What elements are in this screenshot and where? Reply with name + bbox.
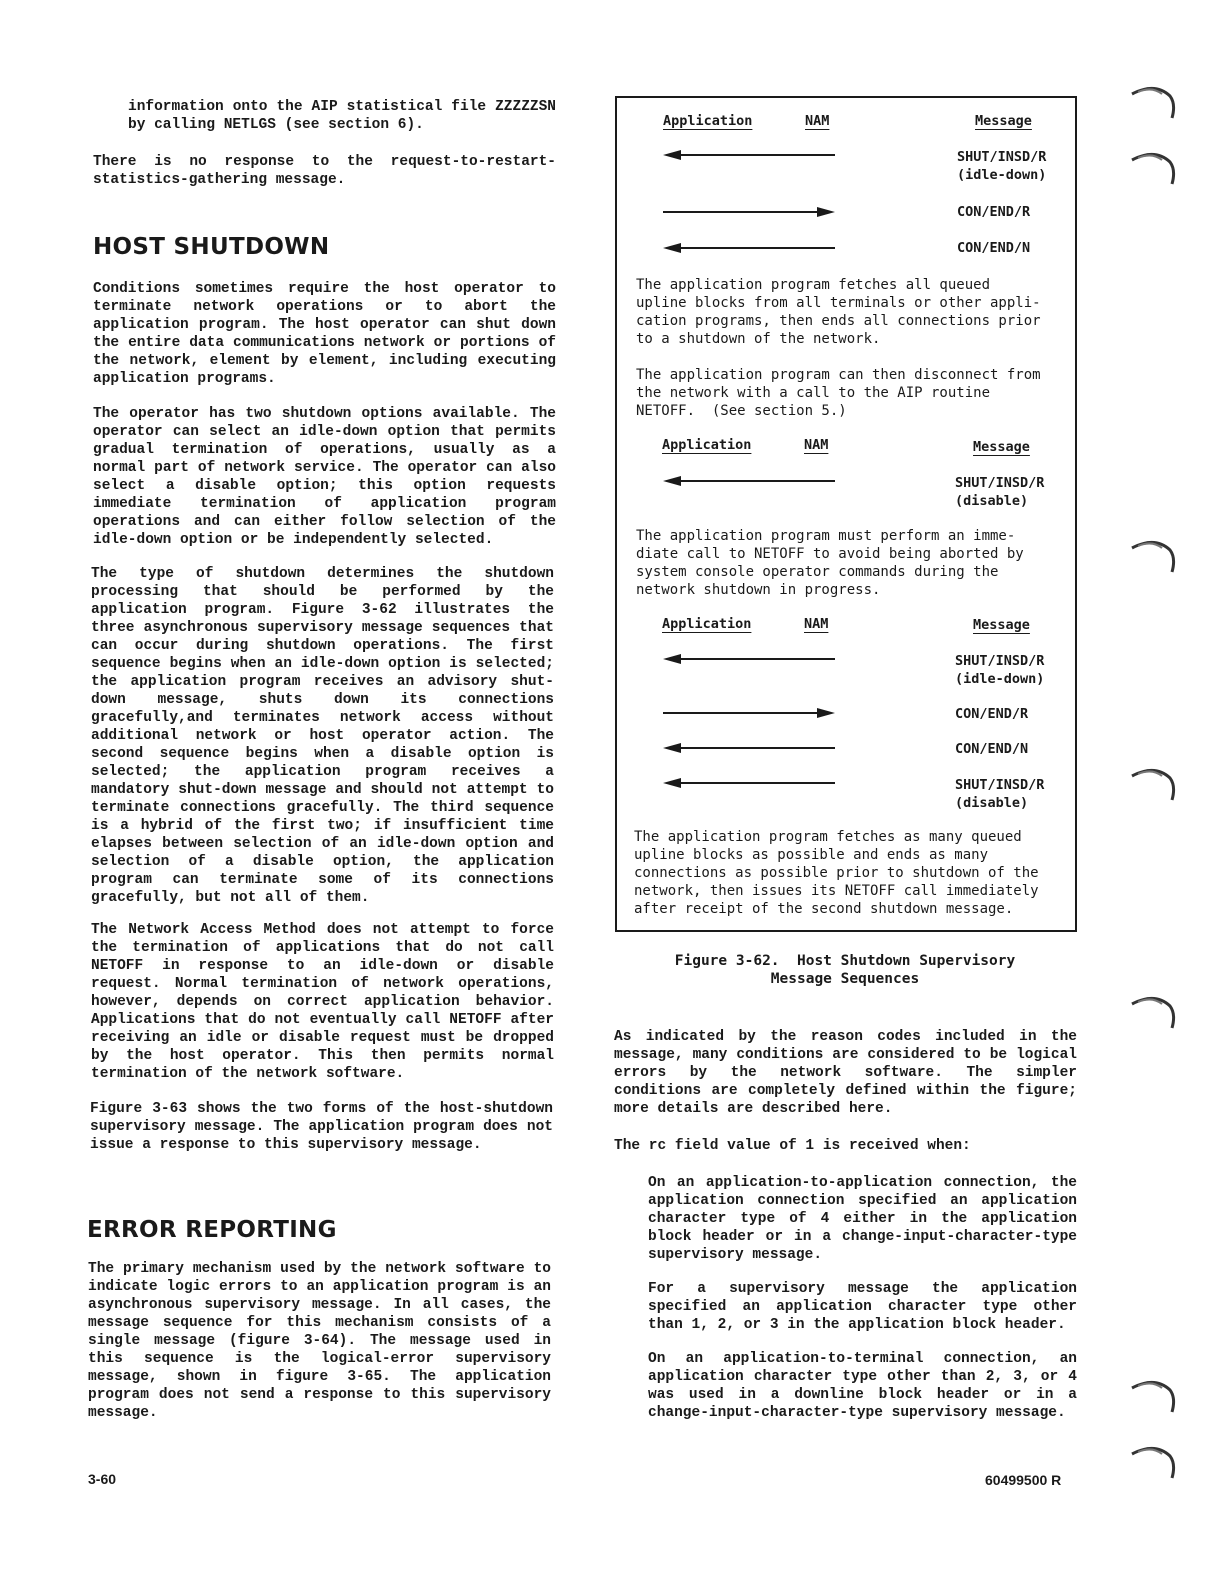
column-label-application: Application	[663, 113, 753, 129]
right-arrow-icon	[663, 708, 835, 718]
column-label-nam: NAM	[804, 616, 829, 632]
binding-hole-icon	[1130, 84, 1180, 120]
column-label-nam: NAM	[805, 113, 830, 129]
message-shut-insd-r: SHUT/INSD/R	[957, 149, 1047, 165]
paragraph-statistics-file: information onto the AIP statistical file ZZZZZSN by calling NETLGS (see section 6).	[128, 99, 556, 133]
paragraph-figure-3-63: Figure 3-63 shows the two forms of the host-shutdown supervisory message. The application program does not issue a response to this supervisory message.	[90, 1101, 553, 1153]
binding-hole-icon	[1130, 1444, 1180, 1480]
message-con-end-n: CON/END/N	[957, 240, 1031, 256]
message-qualifier: (disable)	[955, 795, 1029, 811]
binding-hole-icon	[1130, 994, 1180, 1030]
figure-text-disconnect: The application program can then disconnect from the network with a call to the AIP routine NETOFF. (See section 5.)	[636, 367, 1041, 419]
left-arrow-icon	[663, 243, 835, 253]
paragraph-shutdown-options: The operator has two shutdown options available. The operator can select an idle-down option that permits gradual termination of operations, usually as a normal part of network service. The operator can also select a disable option; this option requests immediate termination of application program operations and can either follow selection of the idle-down option or be independently selected.	[93, 406, 556, 548]
column-label-message: Message	[975, 113, 1032, 129]
paragraph-no-response: There is no response to the request-to-restart-statistics-gathering message.	[93, 154, 556, 188]
binding-hole-icon	[1130, 1378, 1180, 1414]
left-arrow-icon	[663, 654, 835, 664]
heading-error-reporting: ERROR REPORTING	[87, 1217, 337, 1243]
document-number: 60499500 R	[985, 1472, 1062, 1488]
message-shut-insd-r: SHUT/INSD/R	[955, 475, 1045, 491]
heading-host-shutdown: HOST SHUTDOWN	[93, 234, 330, 260]
paragraph-rc-field: The rc field value of 1 is received when:	[614, 1138, 971, 1154]
list-item-app-to-app: On an application-to-application connection, the application connection specified an application character type of 4 either in the application block header or in a change-input-character-type supervisory message.	[648, 1175, 1077, 1263]
figure-text-fetch-queued: The application program fetches all queued upline blocks from all terminals or other appli- cation programs, then ends all connections prior to a shutdown of the network.	[636, 277, 1041, 347]
message-con-end-r: CON/END/R	[955, 706, 1029, 722]
message-con-end-r: CON/END/R	[957, 204, 1031, 220]
page-number: 3-60	[88, 1471, 117, 1487]
paragraph-error-mechanism: The primary mechanism used by the network software to indicate logic errors to an application program is an asynchronous supervisory message. In all cases, the message sequence for this mechanism consists of a single message (figure 3-64). The message used in this sequence is the logical-error supervisory message, shown in figure 3-65. The application program does not send a response to this supervisory message.	[88, 1261, 551, 1421]
message-qualifier: (idle-down)	[957, 167, 1047, 183]
right-arrow-icon	[663, 207, 835, 217]
message-con-end-n: CON/END/N	[955, 741, 1029, 757]
message-qualifier: (idle-down)	[955, 671, 1045, 687]
figure-caption: Figure 3-62. Host Shutdown Supervisory Message Sequences	[674, 953, 1016, 987]
message-shut-insd-r: SHUT/INSD/R	[955, 777, 1045, 793]
left-arrow-icon	[663, 150, 835, 160]
message-qualifier: (disable)	[955, 493, 1029, 509]
column-label-application: Application	[662, 616, 752, 632]
column-label-nam: NAM	[804, 437, 829, 453]
left-arrow-icon	[663, 743, 835, 753]
binding-hole-icon	[1130, 150, 1180, 186]
paragraph-shutdown-type: The type of shutdown determines the shutdown processing that should be performed by the application program. Figure 3-62 illustrates the three asynchronous supervisory message sequences that can occur during shutdown operations. The first sequence begins when an idle-down option is selected; the application program receives an advisory shut-down message, shuts down its connections gracefully,and terminates network access without additional network or host operator action. The second sequence begins when a disable option is selected; the application program receives a mandatory shut-down message and should not attempt to terminate connections gracefully. The third sequence is a hybrid of the first two; if insufficient time elapses between selection of an idle-down option and selection of a disable option, the application program can terminate some of its connections gracefully, but not all of them.	[91, 566, 554, 906]
column-label-application: Application	[662, 437, 752, 453]
message-shut-insd-r: SHUT/INSD/R	[955, 653, 1045, 669]
column-label-message: Message	[973, 617, 1030, 633]
figure-text-immediate-netoff: The application program must perform an imme- diate call to NETOFF to avoid being aborted by system console operator commands during the network shutdown in progress.	[636, 528, 1024, 598]
list-item-app-to-terminal: On an application-to-terminal connection, an application character type other than 2, 3, or 4 was used in a downline block header or in a change-input-character-type supervisory message.	[648, 1351, 1077, 1421]
binding-hole-icon	[1130, 538, 1180, 574]
paragraph-reason-codes: As indicated by the reason codes included in the message, many conditions are considered to be logical errors by the network software. The simpler conditions are completely defined within the figure; more details are described here.	[614, 1029, 1077, 1117]
figure-text-many-queued: The application program fetches as many queued upline blocks as possible and ends as many connections as possible prior to shutdown of the network, then issues its NETOFF call immediately after receipt of the second shutdown message.	[634, 829, 1039, 917]
column-label-message: Message	[973, 439, 1030, 455]
left-arrow-icon	[663, 778, 835, 788]
left-arrow-icon	[663, 476, 835, 486]
paragraph-conditions: Conditions sometimes require the host operator to terminate network operations or to abort the application program. The host operator can shut down the entire data communications network or portions of the network, element by element, including executing application programs.	[93, 281, 556, 387]
paragraph-nam-force: The Network Access Method does not attempt to force the termination of applications that do not call NETOFF in response to an idle-down or disable request. Normal termination of network operations, however, depends on correct application behavior. Applications that do not eventually call NETOFF after receiving an idle or disable request must be dropped by the host operator. This then permits normal termination of the network software.	[91, 922, 554, 1082]
binding-hole-icon	[1130, 766, 1180, 802]
figure-3-62-box	[615, 96, 1077, 932]
list-item-supervisory: For a supervisory message the application specified an application character type other than 1, 2, or 3 in the application block header.	[648, 1281, 1077, 1333]
